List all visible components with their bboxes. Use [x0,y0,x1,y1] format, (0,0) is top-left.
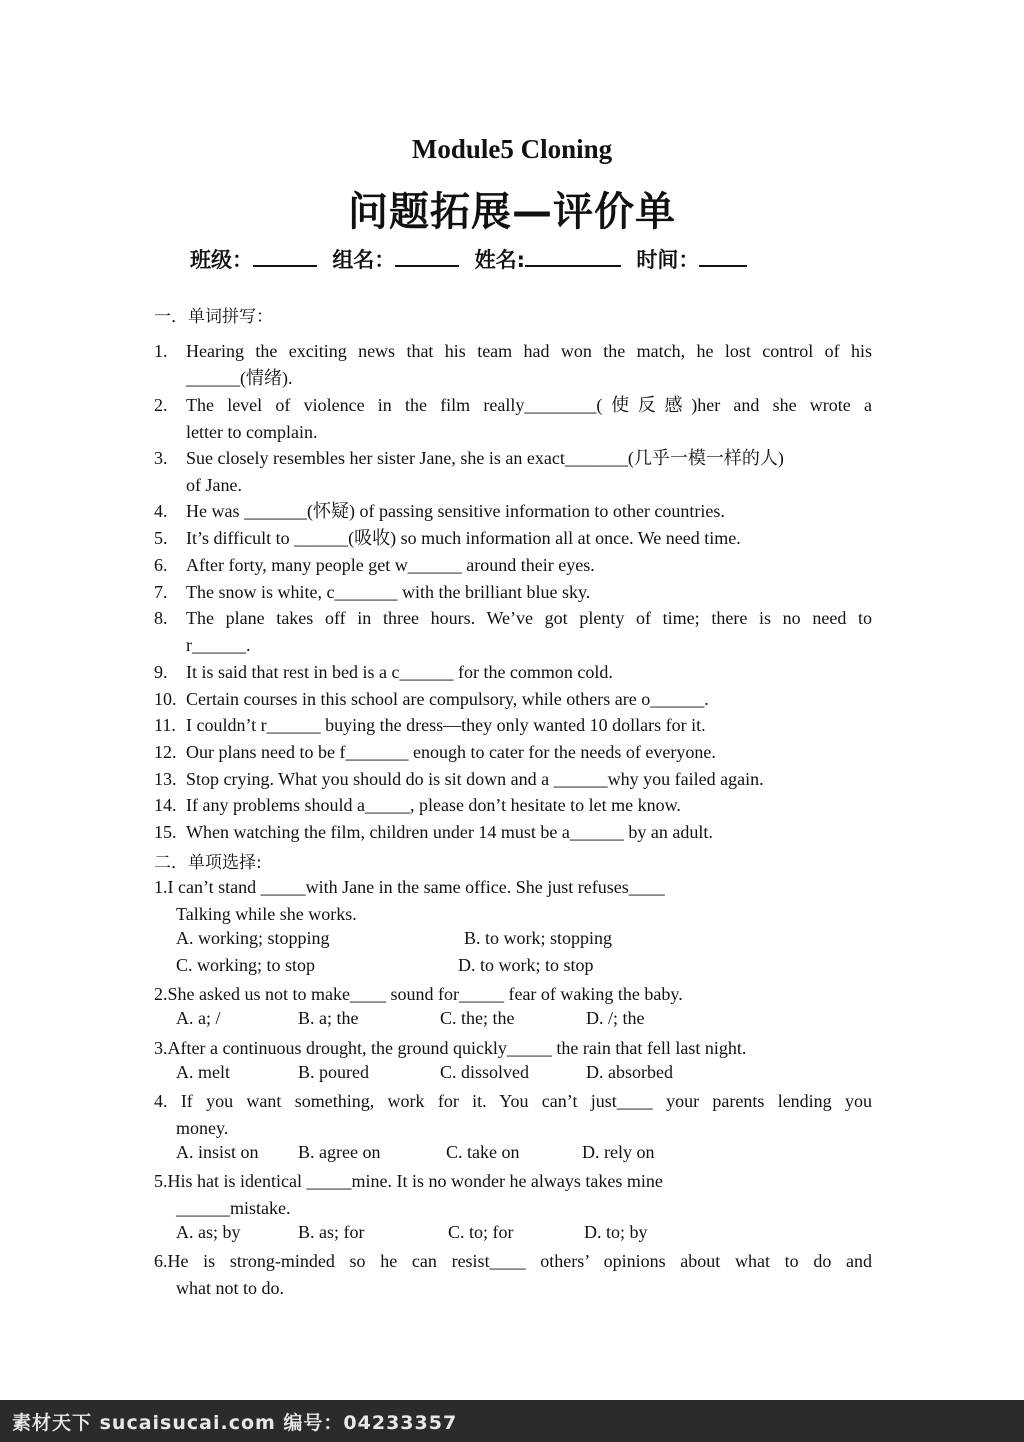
question-stem: 5.His hat is identical _____mine. It is no wonder he always takes mine [154,1171,663,1191]
list-item: 8. The plane takes off in three hours. We’ve got plenty of time; there is no need to [154,608,872,628]
option-c: C. take on [446,1142,520,1162]
question-stem: 6.He is strong-minded so he can resist____ others’ opinions about what to do and [154,1251,872,1271]
list-item-cont: of Jane. [186,475,242,495]
list-item: 5. It’s difficult to ______(吸收) so much information all at once. We need time. [154,528,741,548]
option-d: D. rely on [582,1142,655,1162]
option-d: D. to; by [584,1222,648,1242]
option-a: A. insist on [176,1142,259,1162]
option-b: B. a; the [298,1008,359,1028]
list-item: 9. It is said that rest in bed is a c______ for the common cold. [154,662,613,682]
option-c: C. working; to stop [176,955,316,975]
list-item: 10. Certain courses in this school are compulsory, while others are o______. [154,689,709,709]
option-d: D. absorbed [586,1062,673,1082]
option-d: D. to work; to stop [458,955,594,975]
question-stem-cont: what not to do. [176,1278,284,1298]
list-item: 13. Stop crying. What you should do is sit down and a ______why you failed again. [154,769,764,789]
option-c: C. the; the [440,1008,515,1028]
question-stem: 4. If you want something, work for it. You can’t just____ your parents lending you [154,1091,872,1111]
list-item: 11. I couldn’t r______ buying the dress—they only wanted 10 dollars for it. [154,715,706,735]
option-c: C. to; for [448,1222,514,1242]
list-item: 2. The level of violence in the film really________(使反感)her and she wrote a [154,395,872,415]
list-item-cont: ______(情绪). [186,368,293,388]
option-d: D. /; the [586,1008,645,1028]
list-item-cont: letter to complain. [186,422,318,442]
list-item: 12. Our plans need to be f_______ enough to cater for the needs of everyone. [154,742,716,762]
option-b: B. as; for [298,1222,365,1242]
group-blank [395,247,459,267]
question-stem: 2.She asked us not to make____ sound for_____ fear of waking the baby. [154,984,683,1004]
list-item: 6. After forty, many people get w______ around their eyes. [154,555,595,575]
watermark-text: 素材天下 sucaisucai.com 编号：04233357 [12,1412,458,1434]
option-a: A. melt [176,1062,230,1082]
question-stem-cont: ______mistake. [176,1198,291,1218]
module-title: Module5 Cloning [411,134,613,164]
section2-heading: 二．单项选择: [154,853,262,873]
name-label: 姓名: [474,248,526,272]
class-blank [253,247,317,267]
worksheet-title: 问题拓展—评价单 [348,189,676,235]
question-stem: 3.After a continuous drought, the ground quickly_____ the rain that fell last night. [154,1038,747,1058]
list-item: 4. He was _______(怀疑) of passing sensitive information to other countries. [154,501,725,521]
time-label: 时间： [636,248,700,272]
option-c: C. dissolved [440,1062,530,1082]
option-b: B. poured [298,1062,369,1082]
list-item: 3. Sue closely resembles her sister Jane, she is an exact_______(几乎一模一样的人) [154,448,784,468]
watermark-bar [0,1400,1024,1442]
class-label: 班级： [190,248,253,272]
option-b: B. agree on [298,1142,381,1162]
list-item: 15. When watching the film, children under 14 must be a______ by an adult. [154,822,713,842]
list-item: 14. If any problems should a_____, please don’t hesitate to let me know. [154,795,681,815]
option-a: A. working; stopping [176,928,330,948]
name-blank [525,247,621,267]
list-item-cont: r______. [186,635,251,655]
question-stem: 1.I can’t stand _____with Jane in the same office. She just refuses____ [154,877,665,897]
question-stem-cont: money. [176,1118,229,1138]
option-a: A. as; by [176,1222,241,1242]
section1-heading: 一．单词拼写： [154,307,273,327]
student-info-row [190,244,755,274]
group-label: 组名： [332,248,396,272]
list-item: 1. Hearing the exciting news that his team had won the match, he lost control of his [154,341,872,361]
option-a: A. a; / [176,1008,221,1028]
list-item: 7. The snow is white, c_______ with the brilliant blue sky. [154,582,591,602]
question-stem-cont: Talking while she works. [176,904,357,924]
time-blank [699,247,747,267]
option-b: B. to work; stopping [464,928,613,948]
